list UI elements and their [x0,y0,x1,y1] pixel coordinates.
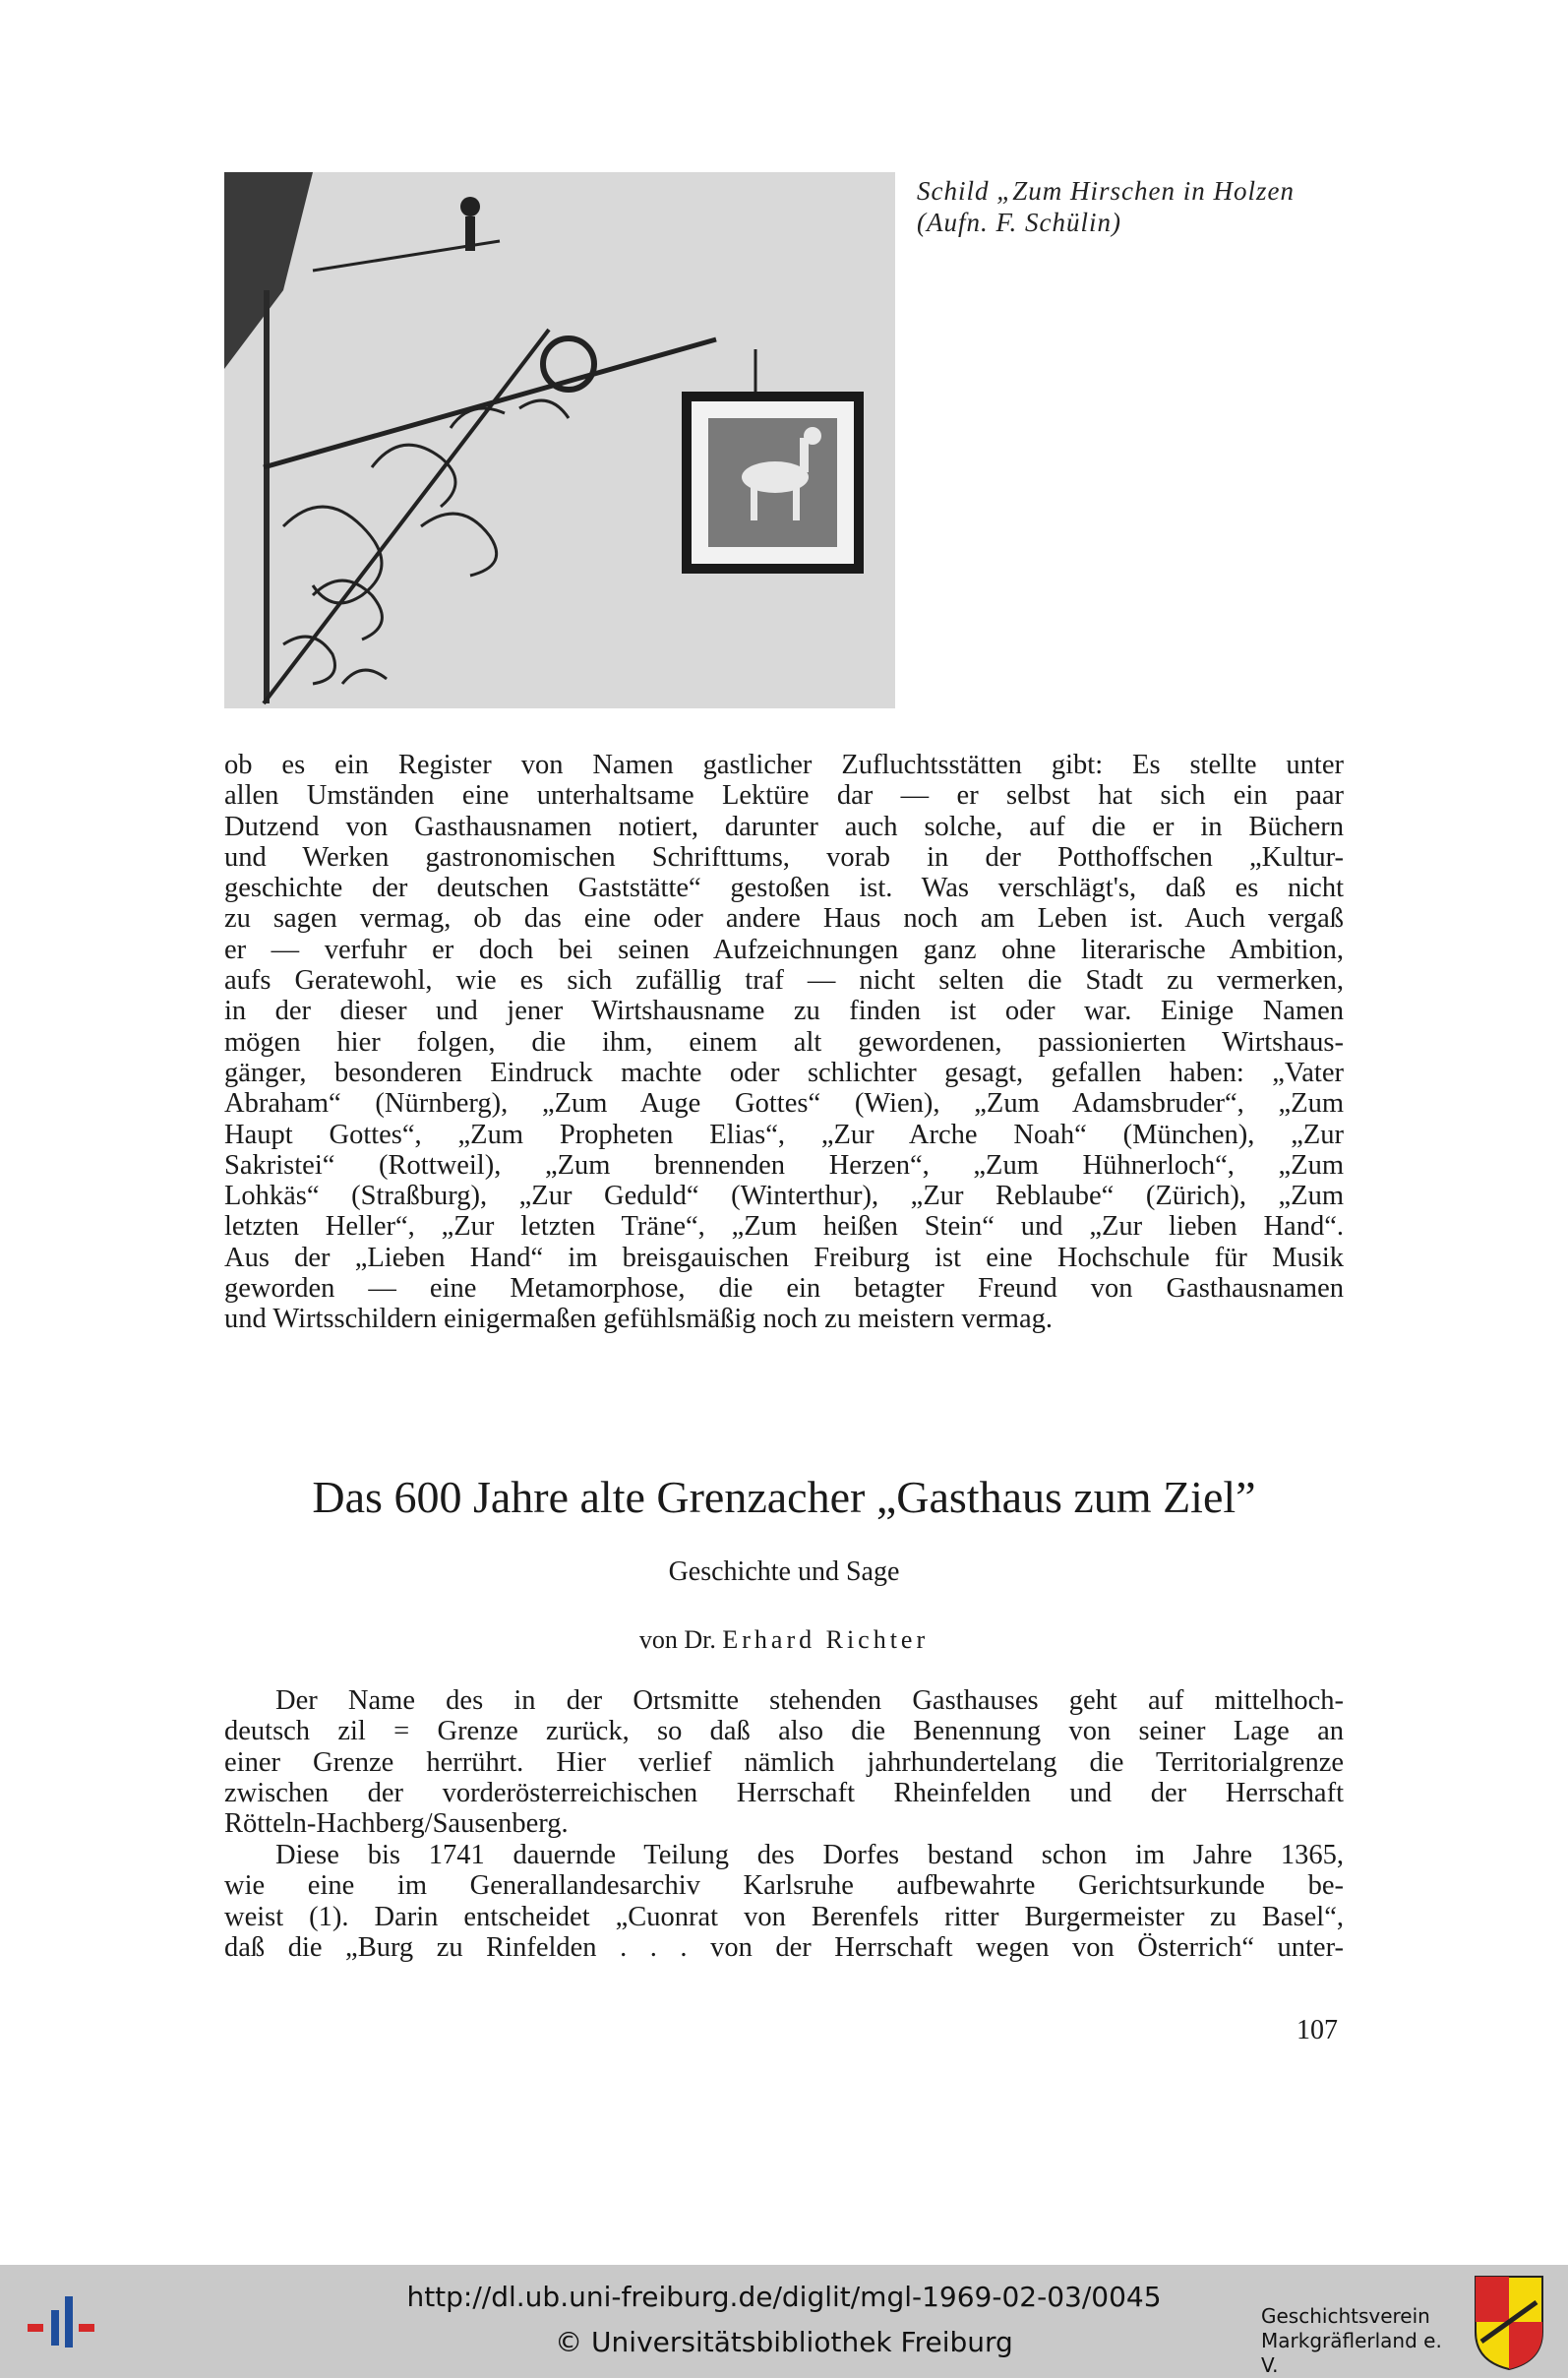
article-title: Das 600 Jahre alte Grenzacher „Gasthaus zum Ziel” [312,1472,1256,1522]
text-line: Abraham“ (Nürnberg), „Zum Auge Gottes“ (Wien), „Zum Adamsbruder“, „Zum [224,1088,1344,1120]
text-line: gänger, besonderen Eindruck machte oder schlichter gesagt, gefallen haben: „Vater [224,1057,1344,1088]
text-line: Der Name des in der Ortsmitte stehenden Gasthauses geht auf mittelhoch- [275,1685,1344,1716]
text-line: daß die „Burg zu Rinfelden . . . von der Herrschaft wegen von Österrich“ unter- [224,1931,1344,1963]
text-line: Diese bis 1741 dauernde Teilung des Dorfes bestand schon im Jahre 1365, [275,1840,1344,1870]
caption-line: (Aufn. F. Schülin) [917,208,1121,237]
society-name [1261,2304,1458,2378]
coat-of-arms-icon [1472,2273,1546,2371]
permalink-url[interactable]: http://dl.ub.uni-freiburg.de/diglit/mgl-1969-02-03/0045 [406,2281,1162,2313]
text-line: Rötteln-Hachberg/Sausenberg. [224,1808,569,1840]
text-line: ob es ein Register von Namen gastlicher Zufluchtsstätten gibt: Es stellte unter [224,750,1344,780]
author-prefix: von Dr. [638,1625,716,1654]
society-name-line: Markgräflerland e. V. [1261,2329,1442,2377]
body-paragraph-continued [224,750,1344,1335]
photo-caption [917,175,1330,238]
page-number: 107 [1297,2015,1338,2045]
text-line: letzten Heller“, „Zur letzten Träne“, „Zum heißen Stein“ und „Zur lieben Hand“. [224,1211,1344,1243]
text-line: geschichte der deutschen Gaststätte“ gestoßen ist. Was verschlägt's, daß es nicht [224,873,1344,904]
text-line: allen Umständen eine unterhaltsame Lektüre dar — er selbst hat sich ein paar [224,780,1344,812]
inn-sign-photo [224,172,895,708]
text-line: und Wirtsschildern einigermaßen gefühlsmäßig noch zu meistern vermag. [224,1304,1054,1335]
body-paragraph [224,1840,1344,1963]
caption-line: Schild „Zum Hirschen in Holzen [917,176,1295,206]
text-line: weist (1). Darin entscheidet „Cuonrat von Berenfels ritter Burgermeister zu Basel“, [224,1901,1344,1932]
article-author [0,1625,1568,1655]
society-name-line: Geschichtsverein [1261,2304,1430,2328]
text-line: wie eine im Generallandesarchiv Karlsruhe aufbewahrte Gerichtsurkunde be- [224,1870,1344,1902]
text-line: Dutzend von Gasthausnamen notiert, darunter auch solche, auf die er in Büchern [224,811,1344,842]
text-line: mögen hier folgen, die ihm, einem alt gewordenen, passionierten Wirtshaus- [224,1026,1344,1058]
text-line: deutsch zil = Grenze zurück, so daß also die Benennung von seiner Lage an [224,1716,1344,1747]
article-subtitle: Geschichte und Sage [668,1556,900,1587]
text-line: Sakristei“ (Rottweil), „Zum brennenden Herzen“, „Zum Hühnerloch“, „Zum [224,1149,1344,1181]
text-line: geworden — eine Metamorphose, die ein betagter Freund von Gasthausnamen [224,1273,1344,1305]
text-line: zwischen der vorderösterreichischen Herrschaft Rheinfelden und der Herrschaft [224,1777,1344,1808]
body-paragraph [224,1685,1344,1839]
author-name: Erhard Richter [722,1625,930,1654]
text-line: in der dieser und jener Wirtshausname zu finden ist oder war. Einige Namen [224,996,1344,1027]
text-line: einer Grenze herrührt. Hier verlief nämlich jahrhundertelang die Territorialgrenze [224,1746,1344,1778]
footer-bar [0,2265,1568,2378]
text-line: er — verfuhr er doch bei seinen Aufzeichnungen ganz ohne literarische Ambition, [224,934,1344,965]
text-line: zu sagen vermag, ob das eine oder andere Haus noch am Leben ist. Auch vergaß [224,903,1344,935]
text-line: aufs Geratewohl, wie es sich zufällig traf — nicht selten die Stadt zu vermerken, [224,965,1344,997]
text-line: Haupt Gottes“, „Zum Propheten Elias“, „Zur Arche Noah“ (München), „Zur [224,1119,1344,1150]
text-line: und Werken gastronomischen Schrifttums, vorab in der Potthoffschen „Kultur- [224,841,1344,873]
copyright-text: © Universitätsbibliothek Freiburg [555,2326,1013,2358]
text-line: Lohkäs“ (Straßburg), „Zur Geduld“ (Winterthur), „Zur Reblaube“ (Zürich), „Zum [224,1181,1344,1212]
text-line: Aus der „Lieben Hand“ im breisgauischen Freiburg ist eine Hochschule für Musik [224,1242,1344,1273]
